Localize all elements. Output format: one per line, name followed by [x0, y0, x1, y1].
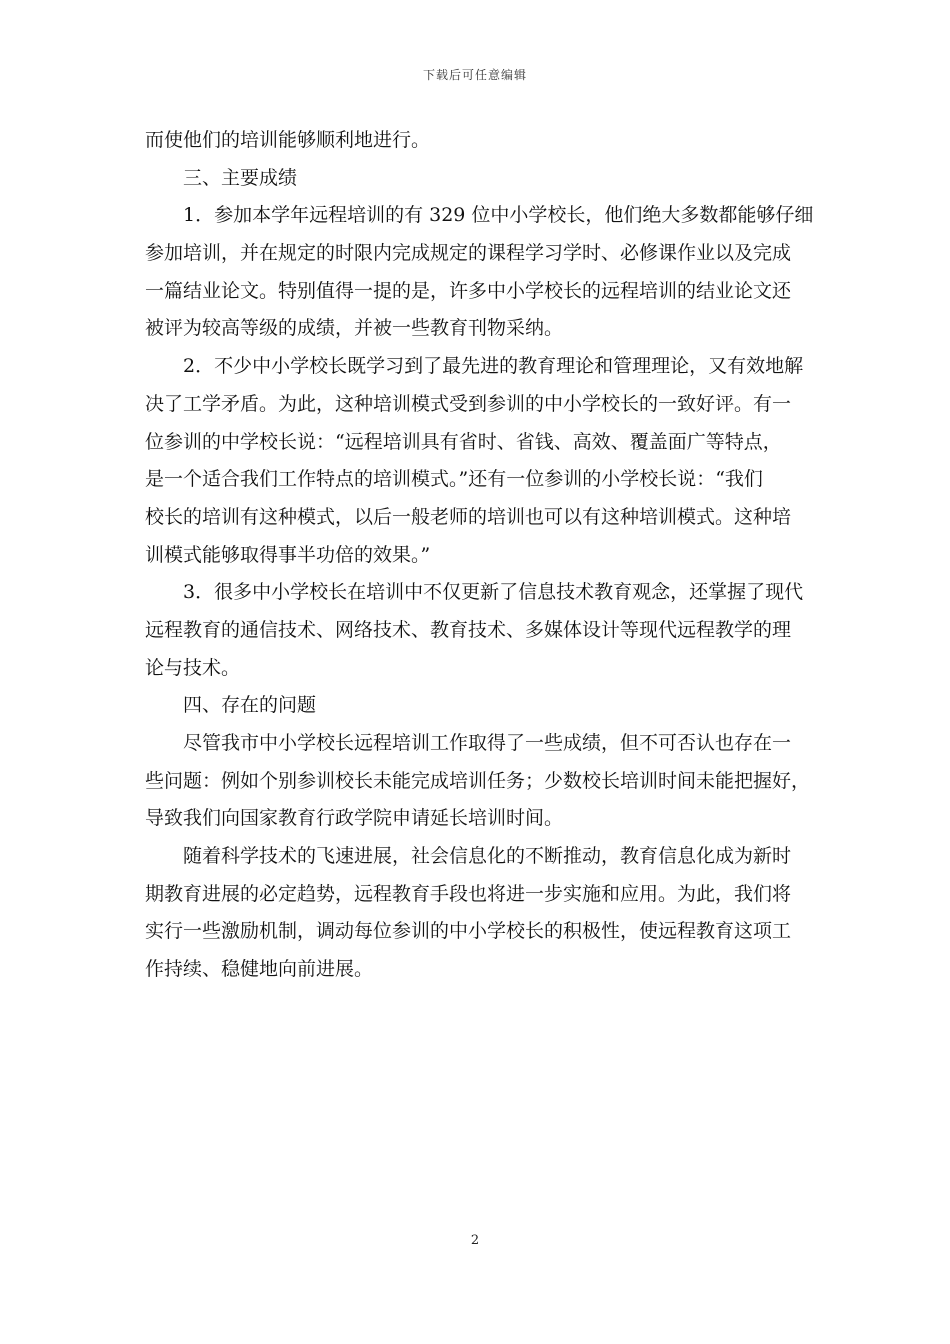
- text-line: 导致我们向国家教育行政学院申请延长培训时间。: [145, 807, 564, 830]
- text-line: 训模式能够取得事半功倍的效果。”: [145, 543, 431, 566]
- text-line: 尽管我市中小学校长远程培训工作取得了一些成绩，但不可否认也存在一: [183, 732, 792, 754]
- text-line: 些问题：例如个别参训校长未能完成培训任务；少数校长培训时间未能把握好，: [145, 769, 811, 792]
- text-line: 而使他们的培训能够顺利地进行。: [145, 129, 431, 151]
- text-line: 1．参加本学年远程培训的有 329 位中小学校长，他们绝大多数都能够仔细: [183, 204, 814, 227]
- section-heading-problems: 四、存在的问题: [183, 694, 317, 717]
- text-line: 是一个适合我们工作特点的培训模式。”还有一位参训的小学校长说：“我们: [145, 468, 763, 491]
- section-heading-achievements: 三、主要成绩: [183, 166, 298, 189]
- text-line: 位参训的中学校长说：“远程培训具有省时、省钱、高效、覆盖面广等特点，: [145, 430, 782, 453]
- page-number: 2: [470, 1233, 480, 1248]
- text-line: 作持续、稳健地向前进展。: [145, 958, 374, 981]
- text-line: 随着科学技术的飞速进展，社会信息化的不断推动，教育信息化成为新时: [183, 845, 792, 868]
- text-line: 决了工学矛盾。为此，这种培训模式受到参训的中小学校长的一致好评。有一: [145, 392, 792, 415]
- text-line: 论与技术。: [145, 656, 241, 679]
- text-line: 一篇结业论文。特别值得一提的是，许多中小学校长的远程培训的结业论文还: [145, 279, 792, 302]
- document-body: [145, 122, 814, 989]
- text-line: 参加培训，并在规定的时限内完成规定的课程学习学时、必修课作业以及完成: [145, 242, 792, 265]
- text-line: 校长的培训有这种模式，以后一般老师的培训也可以有这种培训模式。这种培: [145, 505, 792, 528]
- text-line: 期教育进展的必定趋势，远程教育手段也将进一步实施和应用。为此，我们将: [145, 882, 792, 905]
- text-line: 被评为较高等级的成绩，并被一些教育刊物采纳。: [145, 317, 564, 340]
- text-line: 实行一些激励机制，调动每位参训的中小学校长的积极性，使远程教育这项工: [145, 920, 792, 943]
- text-line: 3．很多中小学校长在培训中不仅更新了信息技术教育观念，还掌握了现代: [183, 581, 804, 604]
- text-line: 远程教育的通信技术、网络技术、教育技术、多媒体设计等现代远程教学的理: [145, 618, 792, 641]
- header-note: 下载后可任意编辑: [422, 68, 527, 82]
- text-line: 2．不少中小学校长既学习到了最先进的教育理论和管理理论，又有效地解: [183, 355, 804, 378]
